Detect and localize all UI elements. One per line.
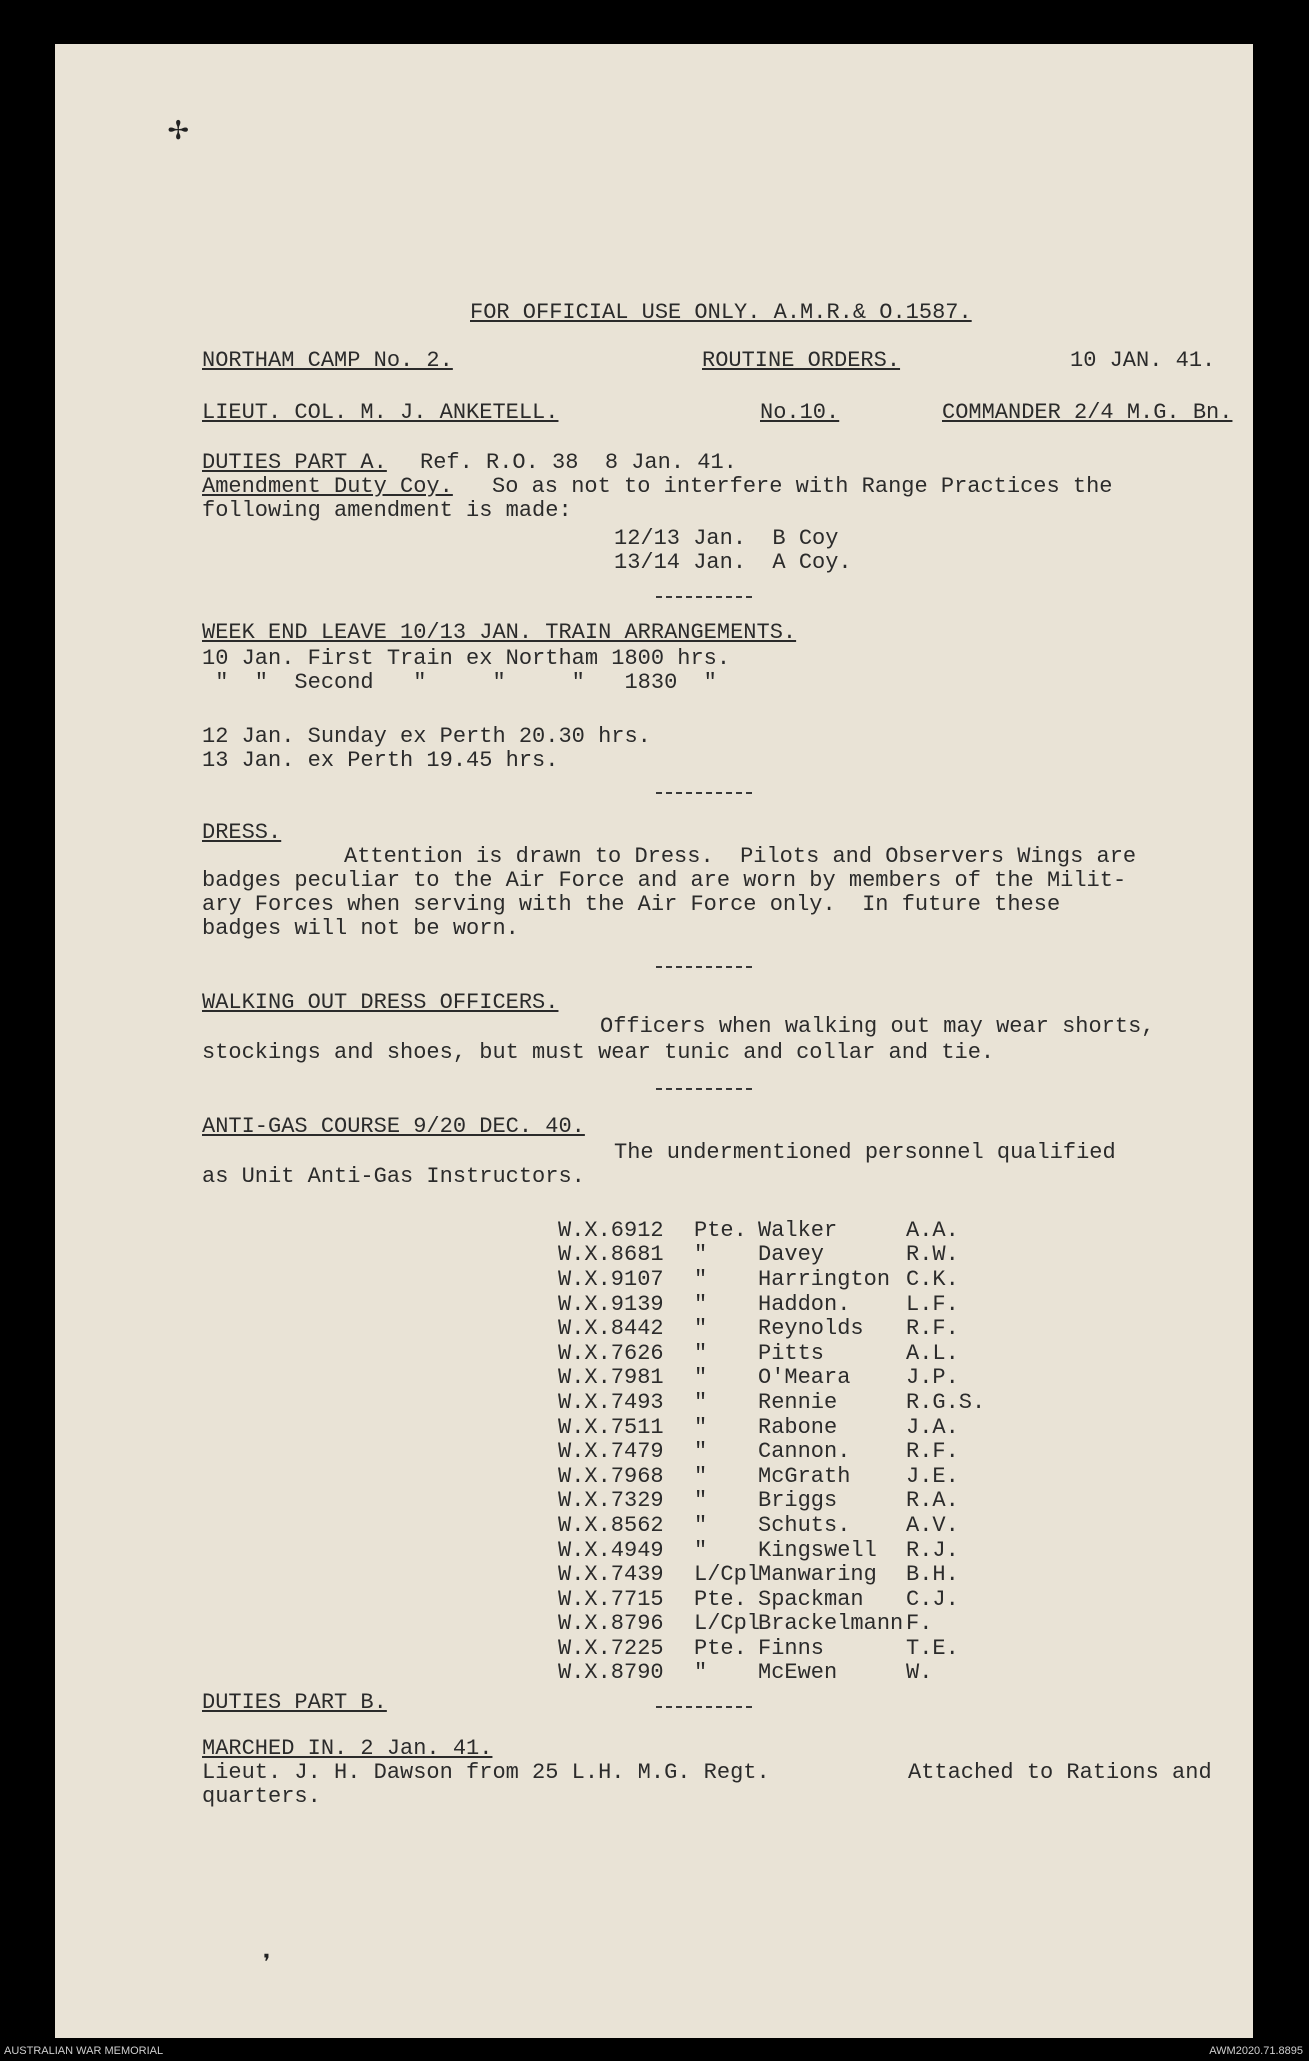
initials: J.P. — [906, 1365, 959, 1391]
service-number: W.X.7715 — [558, 1586, 664, 1612]
section-divider — [656, 1706, 752, 1708]
rank: Pte. — [694, 1217, 747, 1243]
initials: R.J. — [906, 1537, 959, 1563]
service-number: W.X.7968 — [558, 1463, 664, 1489]
rank: " — [694, 1266, 708, 1292]
surname: Manwaring — [758, 1562, 877, 1588]
personnel-row — [558, 1661, 996, 1686]
initials: R.F. — [906, 1316, 959, 1342]
rank: " — [694, 1291, 708, 1317]
personnel-row — [558, 1267, 996, 1292]
personnel-row — [558, 1464, 996, 1489]
surname: Schuts. — [758, 1512, 851, 1538]
duties-b-heading: DUTIES PART B. — [202, 1690, 387, 1715]
rank: L/Cpl — [694, 1611, 761, 1637]
personnel-row — [558, 1390, 996, 1415]
service-number: W.X.7479 — [558, 1439, 664, 1465]
rank: " — [694, 1414, 708, 1440]
surname: McEwen — [758, 1660, 838, 1686]
personnel-row — [558, 1415, 996, 1440]
section-divider — [656, 596, 752, 598]
orders-label: ROUTINE ORDERS. — [702, 348, 901, 373]
section-divider — [656, 792, 752, 794]
initials: R.W. — [906, 1242, 959, 1268]
surname: Reynolds — [758, 1316, 864, 1342]
service-number: W.X.4949 — [558, 1537, 664, 1563]
service-number: W.X.8790 — [558, 1660, 664, 1686]
surname: Walker — [758, 1217, 838, 1243]
orders-date: 10 JAN. 41. — [1070, 348, 1216, 373]
surname: McGrath — [758, 1463, 851, 1489]
personnel-list — [558, 1218, 996, 1685]
leave-line: " " Second " " " 1830 " — [202, 670, 717, 695]
duties-a-text: So as not to interfere with Range Practices the — [492, 474, 1113, 499]
service-number: W.X.8442 — [558, 1316, 664, 1342]
initials: J.A. — [906, 1414, 959, 1440]
initials: W. — [906, 1660, 933, 1686]
surname: Cannon. — [758, 1439, 851, 1465]
walking-heading: WALKING OUT DRESS OFFICERS. — [202, 990, 559, 1015]
service-number: W.X.7225 — [558, 1635, 664, 1661]
rank: " — [694, 1316, 708, 1342]
dress-line: Attention is drawn to Dress. Pilots and Observers Wings are — [344, 844, 1137, 869]
dress-heading: DRESS. — [202, 820, 282, 845]
antigas-line: The undermentioned personnel qualified — [614, 1140, 1116, 1165]
duties-a-text: following amendment is made: — [202, 498, 572, 523]
personnel-row — [558, 1636, 996, 1661]
personnel-row — [558, 1587, 996, 1612]
marched-in-line: Lieut. J. H. Dawson from 25 L.H. M.G. Regt. — [202, 1760, 770, 1785]
leave-line: 10 Jan. First Train ex Northam 1800 hrs. — [202, 646, 731, 671]
dress-line: badges peculiar to the Air Force and are worn by members of the Milit- — [202, 868, 1127, 893]
personnel-row — [558, 1489, 996, 1514]
service-number: W.X.6912 — [558, 1217, 664, 1243]
service-number: W.X.7981 — [558, 1365, 664, 1391]
duty-line: 13/14 Jan. A Coy. — [614, 550, 852, 575]
surname: Davey — [758, 1242, 825, 1268]
leave-line: 12 Jan. Sunday ex Perth 20.30 hrs. — [202, 724, 651, 749]
leave-line: 13 Jan. ex Perth 19.45 hrs. — [202, 748, 559, 773]
rank: " — [694, 1365, 708, 1391]
rank: " — [694, 1537, 708, 1563]
duty-line: 12/13 Jan. B Coy — [614, 526, 839, 551]
initials: R.F. — [906, 1439, 959, 1465]
surname: Kingswell — [758, 1537, 877, 1563]
service-number: W.X.8562 — [558, 1512, 664, 1538]
rank: " — [694, 1389, 708, 1415]
initials: B.H. — [906, 1562, 959, 1588]
rank: " — [694, 1488, 708, 1514]
antigas-line: as Unit Anti-Gas Instructors. — [202, 1164, 585, 1189]
surname: Spackman — [758, 1586, 864, 1612]
rank: " — [694, 1512, 708, 1538]
duties-a-subheading: Amendment Duty Coy. — [202, 474, 453, 499]
dress-line: badges will not be worn. — [202, 916, 519, 941]
personnel-row — [558, 1366, 996, 1391]
camp-name: NORTHAM CAMP No. 2. — [202, 348, 453, 373]
initials: T.E. — [906, 1635, 959, 1661]
walking-line: Officers when walking out may wear shorts, — [600, 1014, 1155, 1039]
service-number: W.X.7511 — [558, 1414, 664, 1440]
orders-number: No.10. — [760, 400, 840, 425]
ink-mark: ❜ — [258, 1952, 275, 1983]
personnel-row — [558, 1562, 996, 1587]
surname: Brackelmann — [758, 1611, 904, 1637]
walking-line: stockings and shoes, but must wear tunic and collar and tie. — [202, 1040, 995, 1065]
initials: C.J. — [906, 1586, 959, 1612]
surname: O'Meara — [758, 1365, 851, 1391]
section-divider — [656, 966, 752, 968]
surname: Haddon. — [758, 1291, 851, 1317]
marched-in-heading: MARCHED IN. 2 Jan. 41. — [202, 1736, 493, 1761]
initials: R.A. — [906, 1488, 959, 1514]
footer-accession-number: AWM2020.71.8895 — [1209, 2045, 1303, 2057]
initials: C.K. — [906, 1266, 959, 1292]
dress-line: ary Forces when serving with the Air Force only. In future these — [202, 892, 1061, 917]
service-number: W.X.7626 — [558, 1340, 664, 1366]
initials: A.L. — [906, 1340, 959, 1366]
document-title: FOR OFFICIAL USE ONLY. A.M.R.& O.1587. — [470, 300, 972, 325]
rank: " — [694, 1340, 708, 1366]
service-number: W.X.7439 — [558, 1562, 664, 1588]
antigas-heading: ANTI-GAS COURSE 9/20 DEC. 40. — [202, 1114, 585, 1139]
commander-label: COMMANDER 2/4 M.G. Bn. — [942, 400, 1233, 425]
initials: J.E. — [906, 1463, 959, 1489]
service-number: W.X.8681 — [558, 1242, 664, 1268]
rank: Pte. — [694, 1586, 747, 1612]
rank: " — [694, 1242, 708, 1268]
rank: " — [694, 1463, 708, 1489]
service-number: W.X.7329 — [558, 1488, 664, 1514]
personnel-row — [558, 1513, 996, 1538]
footer-institution: AUSTRALIAN WAR MEMORIAL — [4, 2045, 164, 2057]
surname: Pitts — [758, 1340, 825, 1366]
personnel-row — [558, 1316, 996, 1341]
initials: L.F. — [906, 1291, 959, 1317]
section-divider — [656, 1088, 752, 1090]
rank: L/Cpl — [694, 1562, 761, 1588]
officer-name: LIEUT. COL. M. J. ANKETELL. — [202, 400, 559, 425]
surname: Rabone — [758, 1414, 838, 1440]
rank: " — [694, 1439, 708, 1465]
rank: " — [694, 1660, 708, 1686]
surname: Finns — [758, 1635, 825, 1661]
service-number: W.X.9107 — [558, 1266, 664, 1292]
initials: A.A. — [906, 1217, 959, 1243]
initials: F. — [906, 1611, 933, 1637]
personnel-row — [558, 1341, 996, 1366]
service-number: W.X.7493 — [558, 1389, 664, 1415]
marched-in-line-right: Attached to Rations and — [908, 1760, 1212, 1785]
ink-mark: ✢ — [168, 112, 189, 150]
surname: Rennie — [758, 1389, 838, 1415]
duties-a-heading: DUTIES PART A. — [202, 450, 387, 475]
initials: A.V. — [906, 1512, 959, 1538]
initials: R.G.S. — [906, 1389, 986, 1415]
personnel-row — [558, 1243, 996, 1268]
personnel-row — [558, 1292, 996, 1317]
marched-in-line: quarters. — [202, 1784, 321, 1809]
leave-heading: WEEK END LEAVE 10/13 JAN. TRAIN ARRANGEMENTS. — [202, 620, 797, 645]
personnel-row — [558, 1218, 996, 1243]
service-number: W.X.9139 — [558, 1291, 664, 1317]
personnel-row — [558, 1439, 996, 1464]
personnel-row — [558, 1612, 996, 1637]
personnel-row — [558, 1538, 996, 1563]
surname: Briggs — [758, 1488, 838, 1514]
surname: Harrington — [758, 1266, 891, 1292]
rank: Pte. — [694, 1635, 747, 1661]
service-number: W.X.8796 — [558, 1611, 664, 1637]
duties-a-ref: Ref. R.O. 38 8 Jan. 41. — [420, 450, 737, 475]
